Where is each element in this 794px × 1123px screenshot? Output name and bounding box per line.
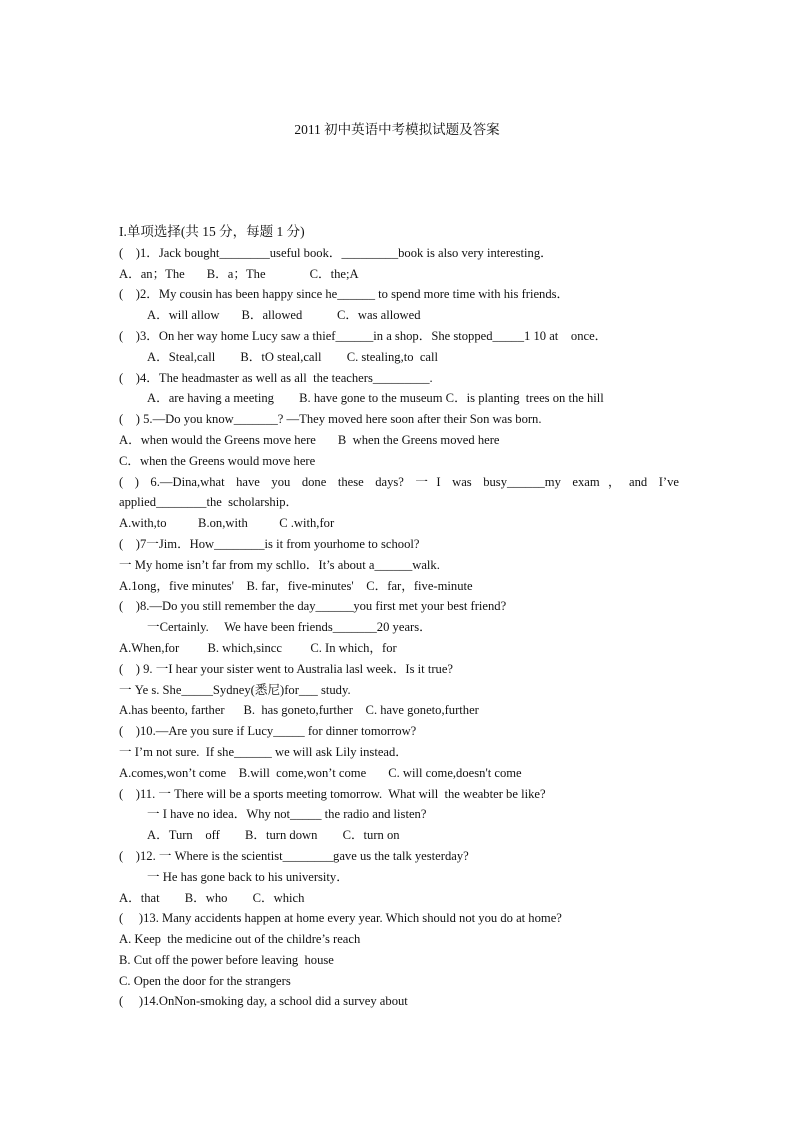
exam-line: A．Turn off B．turn down C．turn on (147, 828, 400, 843)
exam-line: A．when would the Greens move here B when the Greens moved here (119, 432, 500, 447)
exam-content (119, 222, 679, 1012)
exam-line: ( ) 9. 一I hear your sister went to Australia lasl week．Is it true? (119, 661, 453, 676)
exam-line: 一 I have no idea．Why not_____ the radio and listen? (147, 807, 427, 822)
exam-line: ( )7一Jim．How________is it from yourhome to school? (119, 536, 420, 551)
exam-line: ( )13. Many accidents happen at home every year. Which should not you do at home? (119, 911, 562, 926)
exam-line: 一 He has gone back to his university． (147, 869, 349, 884)
exam-line: ( )11. 一 There will be a sports meeting tomorrow. What will the weabter be like? (119, 786, 546, 801)
exam-line: ( ) 5.—Do you know_______? —They moved here soon after their Son was born. (119, 412, 542, 427)
exam-line: A.with,to B.on,with C .with,for (119, 516, 335, 531)
exam-line: A．that B．who C．which (119, 890, 305, 905)
exam-line: A．Steal,call B．tO steal,call C. stealing,to call (147, 349, 438, 364)
exam-line: C. Open the door for the strangers (119, 973, 291, 988)
exam-line: C．when the Greens would move here (119, 453, 316, 468)
exam-line: applied________the scholarship． (119, 495, 299, 510)
exam-line: ( )1．Jack bought________useful book．_________book is also very interesting． (119, 245, 553, 260)
exam-line: ( )14.OnNon-smoking day, a school did a survey about (119, 994, 408, 1009)
section-heading: I.单项选择(共 15 分，每题 1 分) (119, 224, 305, 239)
exam-line: A．will allow B．allowed C．was allowed (147, 308, 421, 323)
exam-line: ( )2．My cousin has been happy since he______ to spend more time with his friends． (119, 287, 570, 302)
exam-line: A.comes,won’t come B.will come,won’t come C. will come,doesn't come (119, 765, 522, 780)
exam-line: A．an；The B．a；The C．the;A (119, 266, 359, 281)
exam-line: A.1ong，five minutes' B. far，five-minutes' C．far，five-minute (119, 578, 473, 593)
exam-line: ( )4．The headmaster as well as all the teachers_________. (119, 370, 433, 385)
exam-line: ( )10.—Are you sure if Lucy_____ for dinner tomorrow? (119, 724, 417, 739)
exam-line: A.has beento, farther B. has goneto,further C. have goneto,further (119, 703, 479, 718)
exam-line: A.When,for B. which,sincc C. In which，for (119, 640, 397, 655)
exam-line: ( ) 6.—Dina,what have you done these days? 一I was busy______my exam，and I’ve (119, 474, 679, 489)
exam-line: B. Cut off the power before leaving house (119, 952, 334, 967)
exam-line: 一 Ye s. She_____Sydney(悉尼)for___ study. (119, 682, 351, 697)
exam-line: ( )12. 一 Where is the scientist________gave us the talk yesterday? (119, 848, 469, 863)
exam-line: ( )3．On her way home Lucy saw a thief______in a shop．She stopped_____1 10 at once． (119, 328, 608, 343)
exam-line: 一 My home isn’t far from my schllo．It’s about a______walk. (119, 557, 440, 572)
exam-line: 一 I’m not sure. If she______ we will ask Lily instead． (119, 744, 408, 759)
exam-line: A．are having a meeting B. have gone to the museum C．is planting trees on the hill (147, 391, 604, 406)
document-title: 2011 初中英语中考模拟试题及答案 (294, 122, 500, 137)
exam-line: 一Certainly. We have been friends_______20 years． (147, 620, 432, 635)
exam-line: A. Keep the medicine out of the childre’s reach (119, 932, 361, 947)
exam-line: ( )8.—Do you still remember the day______you first met your best friend? (119, 599, 507, 614)
